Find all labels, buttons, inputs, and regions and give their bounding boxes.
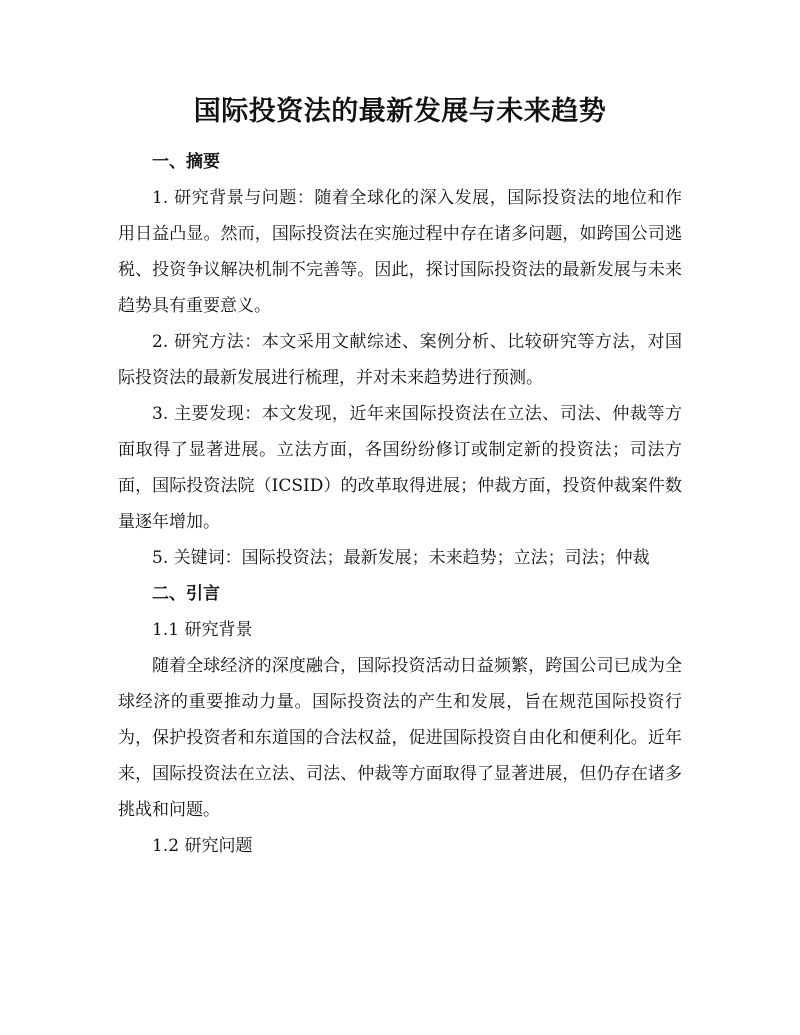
background-paragraph: 随着全球经济的深度融合，国际投资活动日益频繁，跨国公司已成为全球经济的重要推动力量。国际投资法的产生和发展，旨在规范国际投资行为，保护投资者和东道国的合法权益，促进国际投资自由化和便利化。近年来，国际投资法在立法、司法、仲裁等方面取得了显著进展，但仍存在诸多挑战和问题。 bbox=[118, 656, 682, 820]
abstract-item-findings: 3. 主要发现：本文发现，近年来国际投资法在立法、司法、仲裁等方面取得了显著进展。立法方面，各国纷纷修订或制定新的投资法；司法方面，国际投资法院（ICSID）的改革取得进展；仲裁方面，投资仲裁案件数量逐年增加。 bbox=[118, 404, 682, 532]
subsection-heading-questions: 1.2 研究问题 bbox=[152, 836, 253, 856]
document-title: 国际投资法的最新发展与未来趋势 bbox=[193, 96, 607, 127]
abstract-item-background: 1. 研究背景与问题：随着全球化的深入发展，国际投资法的地位和作用日益凸显。然而，国际投资法在实施过程中存在诸多问题，如跨国公司逃税、投资争议解决机制不完善等。因此，探讨国际投资法的最新发展与未来趋势具有重要意义。 bbox=[118, 188, 682, 316]
section-heading-abstract: 一、摘要 bbox=[152, 152, 220, 172]
abstract-item-keywords: 5. 关键词：国际投资法；最新发展；未来趋势；立法；司法；仲裁 bbox=[152, 548, 650, 568]
section-heading-intro: 二、引言 bbox=[152, 584, 220, 604]
subsection-heading-background: 1.1 研究背景 bbox=[152, 620, 253, 640]
abstract-item-method: 2. 研究方法：本文采用文献综述、案例分析、比较研究等方法，对国际投资法的最新发展进行梳理，并对未来趋势进行预测。 bbox=[118, 332, 682, 388]
